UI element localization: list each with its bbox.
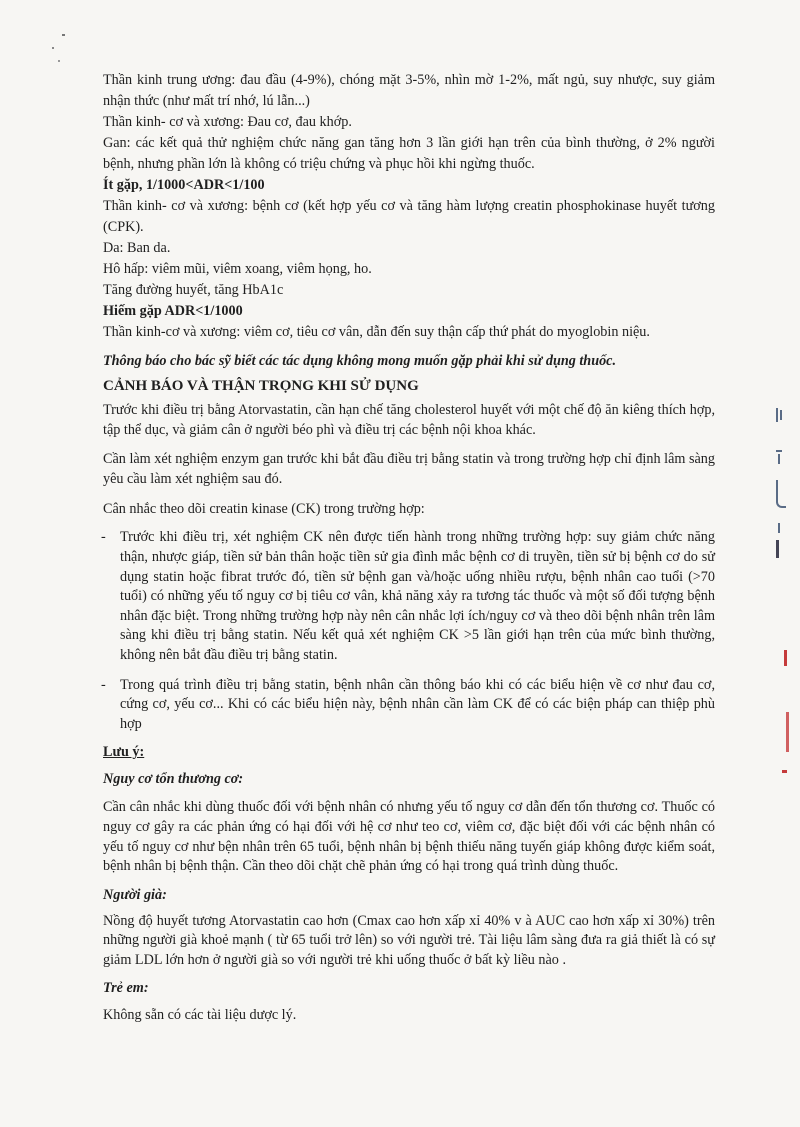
margin-red-mark bbox=[786, 712, 789, 752]
bullet-item bbox=[103, 676, 715, 735]
paragraph: Thần kinh trung ương: đau đầu (4-9%), chóng mặt 3-5%, nhìn mờ 1-2%, mất ngủ, suy nhược, suy giảm nhận thức (như mất trí nhớ, lú lẫn...) bbox=[103, 72, 715, 109]
bullet-item bbox=[103, 528, 715, 665]
frequency-heading: Hiếm gặp ADR<1/1000 bbox=[103, 303, 243, 319]
bullet-dash: - bbox=[101, 676, 106, 693]
paragraph: Cân nhắc theo dõi creatin kinase (CK) trong trường hợp: bbox=[103, 501, 425, 518]
paragraph: Thần kinh- cơ và xương: bệnh cơ (kết hợp yếu cơ và tăng hàm lượng creatin phosphokinase huyết tương (CPK). bbox=[103, 198, 715, 235]
scan-speck bbox=[58, 60, 60, 62]
bullet-dash: - bbox=[101, 529, 106, 546]
paragraph: Tăng đường huyết, tăng HbA1c bbox=[103, 282, 284, 298]
margin-red-mark bbox=[784, 650, 787, 666]
subsection-heading: Trẻ em: bbox=[103, 980, 149, 997]
paragraph: Không sẵn có các tài liệu dược lý. bbox=[103, 1007, 297, 1024]
paragraph: Cần làm xét nghiệm enzym gan trước khi bắt đầu điều trị bằng statin và trong trường hợp chỉ định lâm sàng yêu cầu làm xét nghiệm sau đó. bbox=[103, 451, 715, 487]
paragraph: Gan: các kết quả thử nghiệm chức năng gan tăng hơn 3 lần giới hạn trên của bình thường, ở 2% người bệnh, nhưng phần lớn là không có triệu chứng và phục hồi khi ngừng thuốc. bbox=[103, 135, 715, 172]
subsection-heading: Nguy cơ tổn thương cơ: bbox=[103, 771, 244, 788]
paragraph: Trước khi điều trị bằng Atorvastatin, cần hạn chế tăng cholesterol huyết với một chế độ ăn kiêng thích hợp, tập thể dục, và giảm cân ở người béo phì và điều trị các bệnh nội khoa khác. bbox=[103, 402, 715, 438]
paragraph: Hô hấp: viêm mũi, viêm xoang, viêm họng, ho. bbox=[103, 261, 372, 277]
paragraph: Nồng độ huyết tương Atorvastatin cao hơn (Cmax cao hơn xấp xỉ 40% v à AUC cao hơn xấp xỉ 30%) trên những người già khoẻ mạnh ( từ 65 tuổi trở lên) so với người trẻ. Tài liệu lâm sàng đưa ra giả thiết là có sự giảm LDL lớn hơn ở người già so với người trẻ khi uống thuốc ở bất kỳ liều nào . bbox=[103, 912, 715, 968]
scan-speck bbox=[52, 47, 54, 49]
paragraph: Da: Ban da. bbox=[103, 240, 171, 256]
margin-stamp-artifact bbox=[776, 408, 784, 558]
section-heading: CẢNH BÁO VÀ THẬN TRỌNG KHI SỬ DỤNG bbox=[103, 378, 419, 394]
notice-text: Thông báo cho bác sỹ biết các tác dụng không mong muốn gặp phải khi sử dụng thuốc. bbox=[103, 353, 617, 369]
paragraph: Thần kinh- cơ và xương: Đau cơ, đau khớp. bbox=[103, 114, 352, 130]
paragraph: Thần kinh-cơ và xương: viêm cơ, tiêu cơ vân, dẫn đến suy thận cấp thứ phát do myoglobin niệu. bbox=[103, 324, 650, 340]
scan-speck bbox=[62, 34, 65, 36]
bullet-text: Trong quá trình điều trị bằng statin, bệnh nhân cần thông báo khi có các biểu hiện về cơ như đau cơ, cứng cơ, yếu cơ... Khi có các biểu hiện này, bệnh nhân cần làm CK để có các biện pháp can thiệp phù hợp bbox=[120, 676, 715, 732]
subsection-heading: Người già: bbox=[103, 886, 167, 903]
bullet-text: Trước khi điều trị, xét nghiệm CK nên được tiến hành trong những trường hợp: suy giảm chức năng thận, nhược giáp, tiền sử bản thân hoặc tiền sử gia đình mắc bệnh cơ di truyền, tiền sử bị bệnh cơ do sử dụng statin hoặc fibrat trước đó, tiền sử bệnh gan và/hoặc uống nhiều rượu, bệnh nhân cao tuổi (>70 tuổi) có những yếu tố nguy cơ bị tiêu cơ vân, khả năng xảy ra tương tác thuốc và một số đối tượng bệnh nhân đặc biệt. Trong những trường hợp này nên cân nhắc lợi ích/nguy cơ và theo dõi bệnh nhân trên lâm sàng khi điều trị bằng statin. Nếu kết quả xét nghiệm CK >5 lần giới hạn trên của mức bình thường, không nên bắt đầu điều trị bằng statin. bbox=[120, 529, 715, 663]
paragraph: Cần cân nhắc khi dùng thuốc đối với bệnh nhân có nhưng yếu tố nguy cơ dẫn đến tổn thương cơ. Thuốc có nguy cơ gây ra các phản ứng có hại đối với hệ cơ như teo cơ, viêm cơ, đặc biệt đối với các bệnh nhân có yếu tố nguy cơ như bện nhân trên 65 tuổi, bệnh nhân bị bệnh thiếu năng tuyến giáp không được kiểm soát, bệnh nhân bị bệnh thận. Cần theo dõi chặt chẽ phản ứng có hại trong quá trình dùng thuốc. bbox=[103, 799, 715, 875]
document-body bbox=[103, 70, 715, 1026]
frequency-heading: Ít gặp, 1/1000<ADR<1/100 bbox=[103, 177, 265, 193]
margin-red-mark bbox=[782, 770, 787, 773]
subsection-heading: Lưu ý: bbox=[103, 744, 145, 761]
